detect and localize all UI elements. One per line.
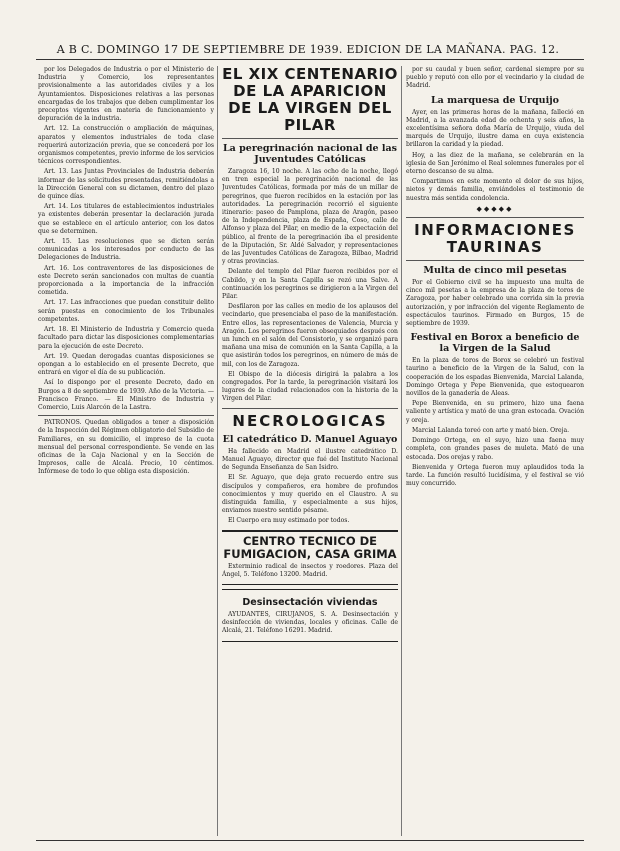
decree-paragraph: Así lo dispongo por el presente Decreto, dado en Burgos a 8 de septiembre de 1939. Año de la Victoria. — Francisco Franco. — El Ministro de Industria y Comercio, Luis Alarcón de la Lastra. xyxy=(38,379,214,411)
fumigation-ad xyxy=(222,530,398,585)
decree-paragraph: Art. 12. La construcción o ampliación de máquinas, aparatos y elementos industriales de toda clase requerirá autorización previa, que se concederá por los organismos competentes, previo informe de los servicios técnicos correspondientes. xyxy=(38,125,214,166)
peregrinacion-headline: La peregrinación nacional de las Juventudes Católicas xyxy=(222,143,398,165)
fumigation-ad-headline: CENTRO TECNICO DE FUMIGACION, CASA GRIMA xyxy=(223,533,397,561)
pilar-paragraph: Desfilaron por las calles en medio de los aplausos del vecindario, que presenciaba el paso de la manifestación. Entre ellos, las representaciones de Valencia, Murcia y Aragón. Los peregrinos fueron obsequiados después con un lunch en el salón del Consistorio, y se organizó para mañana una misa de comunión en la Santa Capilla, a la que asistirán todos los peregrinos, en número de más de mil, con los de Zaragoza. xyxy=(222,303,398,368)
decree-paragraph: por los Delegados de Industria o por el Ministerio de Industria y Comercio, los representantes provisionalmente a las autoridades civiles y a los Ayuntamientos. Disposiciones relativas a las personas encargadas de los trabajos que deben cumplimentar los preceptos vigentes en materia de funcionamiento y depuración de la industria. xyxy=(38,66,214,123)
column-1 xyxy=(38,66,214,836)
column-divider xyxy=(217,66,218,836)
column-2 xyxy=(222,66,398,836)
ornament-divider: ◆◆◆◆◆ xyxy=(476,204,514,213)
column-3 xyxy=(406,66,584,836)
urquijo-paragraph: Compartimos en este momento el dolor de sus hijos, nietos y demás familia, enviándoles el testimonio de nuestra más sentida condolencia. xyxy=(406,178,584,202)
pilar-headline: EL XIX CENTENARIO DE LA APARICION DE LA VIRGEN DEL PILAR xyxy=(222,66,398,134)
urquijo-paragraph: Hoy, a las diez de la mañana, se celebrarán en la iglesia de San Jerónimo el Real solemnes funerales por el eterno descanso de su alma. xyxy=(406,151,584,176)
festival-paragraph: Bienvenida y Ortega fueron muy aplaudidos toda la tarde. La función resultó lucidísima, y el festival se vió muy concurrido. xyxy=(406,463,584,488)
pilar-paragraph: Delante del templo del Pilar fueron recibidos por el Cabildo, y en la Santa Capilla se rezó una Salve. A continuación los peregrinos se dirigieron a la Virgen del Pilar. xyxy=(222,268,398,301)
page-header: A B C. DOMINGO 17 DE SEPTIEMBRE DE 1939. EDICION DE LA MAÑANA. PAG. 12. xyxy=(56,43,560,56)
decree-paragraph: Art. 16. Los contraventores de las disposiciones de este Decreto serán sancionados con multas de cuantía proporcionada a la importancia de la infracción cometida. xyxy=(38,264,214,297)
desinsectacion-text: AYUDANTES, CIRUJANOS, S. A. Desinsectación y desinfección de viviendas, locales y oficinas. Calle de Alcalá, 21. Teléfono 16291. Madrid. xyxy=(222,610,398,635)
festival-paragraph: Pepe Bienvenida, en su primero, hizo una faena valiente y artística y mató de una gran estocada. Ovación y oreja. xyxy=(406,400,584,424)
decree-paragraph: Art. 15. Las resoluciones que se dicten serán comunicadas a los interesados por conducto de las Delegaciones de Industria. xyxy=(38,238,214,262)
column-divider xyxy=(401,66,402,836)
divider xyxy=(222,138,398,139)
necrologicas-headline: NECROLOGICAS xyxy=(232,411,388,430)
multa-headline: Multa de cinco mil pesetas xyxy=(423,265,567,277)
aguayo-headline: El catedrático D. Manuel Aguayo xyxy=(222,433,398,445)
footer-rule xyxy=(36,840,584,841)
pilar-paragraph: El Obispo de la diócesis dirigirá la palabra a los congregados. Por la tarde, la peregrinación visitará los lugares de la ciudad relacionados con la historia de la Virgen del Pilar. xyxy=(222,370,398,403)
desinsectacion-headline: Desinsectación viviendas xyxy=(242,596,378,608)
multa-paragraph: Por el Gobierno civil se ha impuesto una multa de cinco mil pesetas a la empresa de la plaza de toros de Zaragoza, por haber celebrado una corrida sin la previa autorización, y por infracción del vigente Reglamento de espectáculos taurinos. Firmado en Burgos, 15 de septiembre de 1939. xyxy=(406,279,584,328)
divider xyxy=(406,217,584,218)
divider xyxy=(222,408,398,409)
patronos-text: PATRONOS. Quedan obligados a tener a disposición de la Inspección del Régimen obligatorio del Subsidio de Familiares, en su domicilio, el impreso de la cuota mensual del personal correspondiente. Se vende en las oficinas de la Caja Nacional y en la Sección de Impresos, calle de Alcalá. Precio, 10 céntimos. Infórmese de todo lo que obliga esta disposición. xyxy=(38,419,214,476)
festival-paragraph: Marcial Lalanda toreó con arte y mató bien. Oreja. xyxy=(412,426,570,434)
aguayo-paragraph: El Sr. Aguayo, que deja grato recuerdo entre sus discípulos y compañeros, era hombre de profundos conocimientos y muy querido en el Claustro. A su distinguida familia, y especialmente a sus hijos, enviamos nuestro sentido pésame. xyxy=(222,474,398,515)
patronos-notice xyxy=(38,415,214,476)
decree-paragraph: Art. 14. Los titulares de establecimientos industriales ya existentes deberán presentar la declaración jurada que se establece en el artículo anterior, con los datos que se determinen. xyxy=(38,203,214,235)
decree-paragraph: Art. 13. Las Juntas Provinciales de Industria deberán informar de las solicitudes presentadas, remitiéndolas a la Dirección General con su dictamen, dentro del plazo de quince días. xyxy=(38,168,214,201)
taurinas-headline: INFORMACIONES TAURINAS xyxy=(414,221,576,257)
decree-paragraph: Art. 19. Quedan derogadas cuantas disposiciones se opongan a lo establecido en el presente Decreto, que entrará en vigor el día de su publicación. xyxy=(38,352,214,377)
aguayo-paragraph: El Cuerpo era muy estimado por todos. xyxy=(228,517,350,525)
festival-paragraph: Domingo Ortega, en el suyo, hizo una faena muy completa, con grandes pases de muleta. Mató de una estocada. Dos orejas y rabo. xyxy=(406,437,584,461)
decree-paragraph: Art. 17. Las infracciones que puedan constituir delito serán puestas en conocimiento de los Tribunales competentes. xyxy=(38,299,214,323)
decree-paragraph: Art. 18. El Ministerio de Industria y Comercio queda facultado para dictar las disposiciones complementarias para la ejecución de este Decreto. xyxy=(38,326,214,350)
intro-paragraph: por su caudal y buen señor, cardenal siempre por su pueblo y reputó con ello por el vecindario y la ciudad de Madrid. xyxy=(406,66,584,90)
fumigation-ad-text: Exterminio radical de insectos y roedores. Plaza del Ángel, 5. Teléfono 13200. Madrid. xyxy=(222,562,398,578)
festival-paragraph: En la plaza de toros de Borox se celebró un festival taurino a beneficio de la Virgen de la Salud, con la cooperación de los espadas Bienvenida, Marcial Lalanda, Domingo Ortega y Pepe Bienvenida, que estoquearon novillos de la ganadería de Aleas. xyxy=(406,357,584,398)
aguayo-paragraph: Ha fallecido en Madrid el ilustre catedrático D. Manuel Aguayo, director que fué del Instituto Nacional de Segunda Enseñanza de San Isidro. xyxy=(222,447,398,472)
urquijo-paragraph: Ayer, en las primeras horas de la mañana, falleció en Madrid, a la avanzada edad de ochenta y seis años, la excelentísima señora doña María de Urquijo, viuda del marqués de Urquijo, ilustre dama en cuya existencia brillaron la caridad y la piedad. xyxy=(406,108,584,149)
festival-headline: Festival en Borox a beneficio de la Virgen de la Salud xyxy=(410,332,580,355)
urquijo-headline: La marquesa de Urquijo xyxy=(431,94,559,106)
divider xyxy=(406,260,584,261)
desinsectacion-ad xyxy=(222,589,398,642)
pilar-paragraph: Zaragoza 16, 10 noche. A las ocho de la noche, llegó en tren especial la peregrinación nacional de las Juventudes Católicas, formada por más de un millar de peregrinos, que fueron recibidos en la estación por las autoridades. La peregrinación recorrió el siguiente itinerario: paseo de Pamplona, plaza de Aragón, paseo de la Independencia, plaza de España, Coso, calle de Alfonso y plaza del Pilar, en medio de la expectación del público, al frente de la peregrinación iba el presidente de la Diputación, Sr. Aldé Salvador, y representaciones de las Juventudes Católicas de Zaragoza, Bilbao, Madrid y otras provincias. xyxy=(222,168,398,266)
header-rule xyxy=(36,59,584,60)
